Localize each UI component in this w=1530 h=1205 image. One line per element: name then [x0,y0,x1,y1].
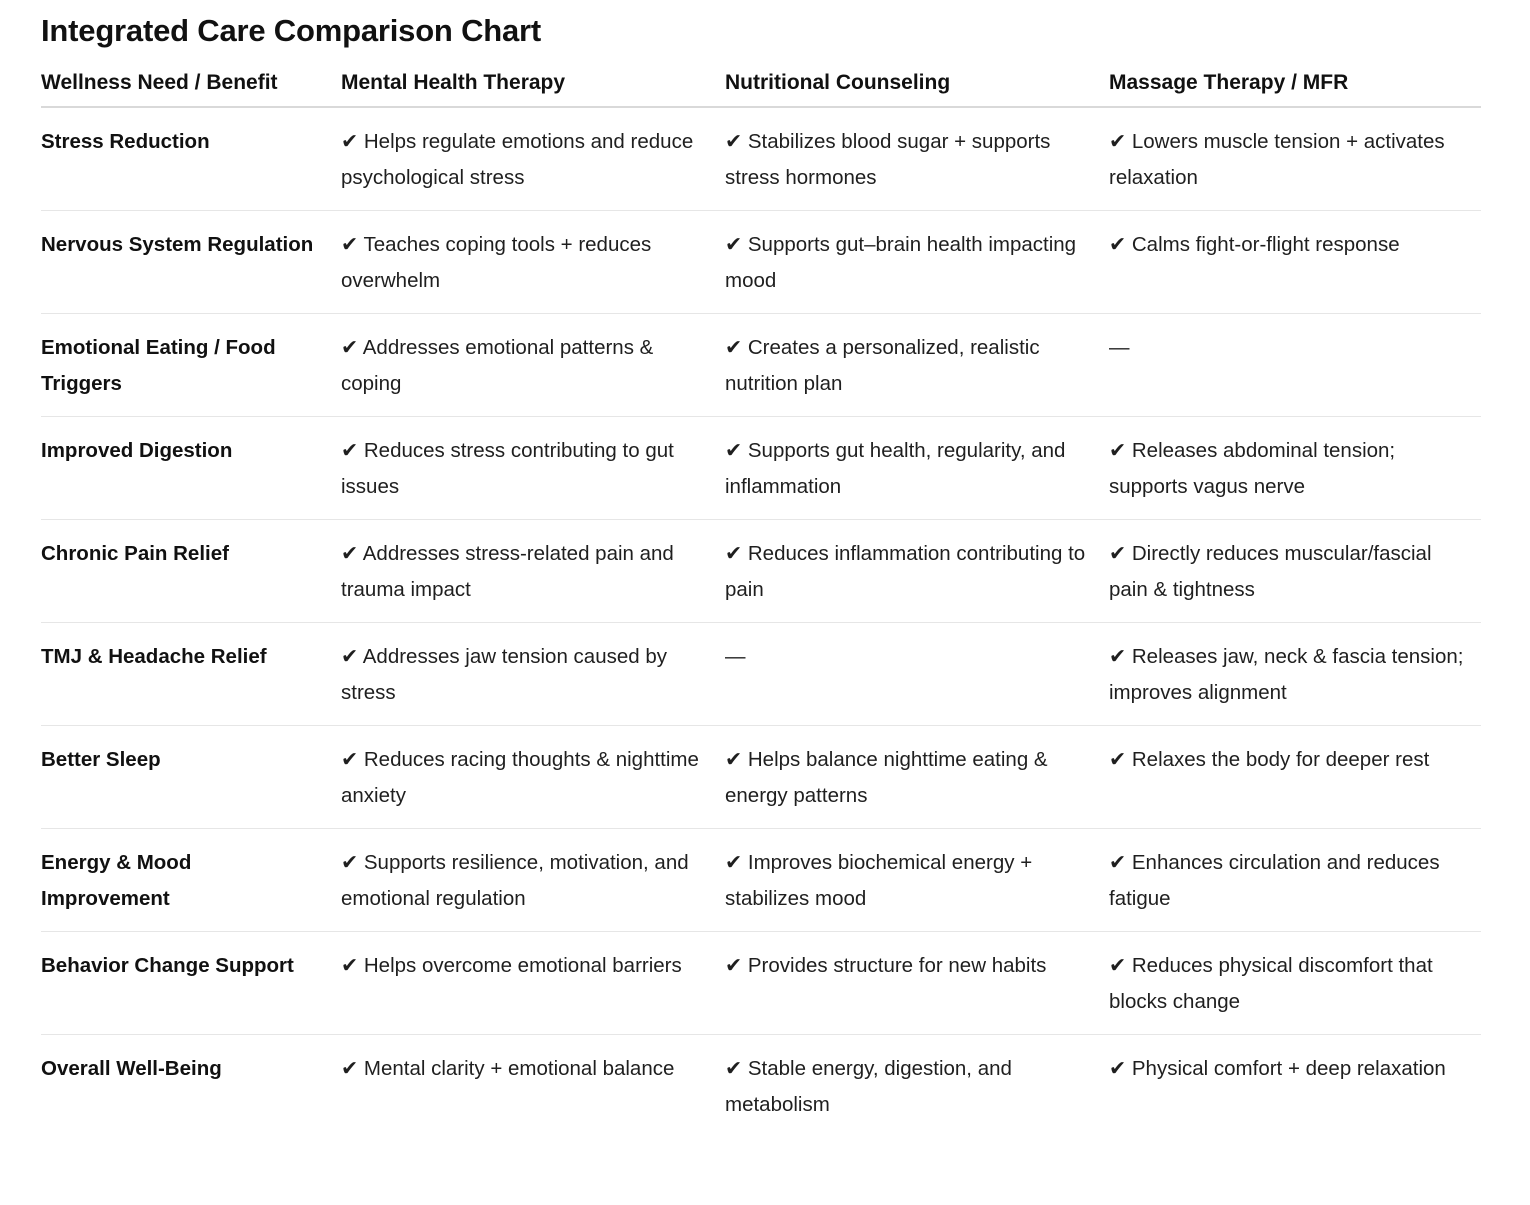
comparison-table [41,56,1481,1137]
cell-mental-health: ✔ Mental clarity + emotional balance [341,1057,675,1080]
table-row [41,932,1481,1035]
cell-nutrition: ✔ Provides structure for new habits [725,932,1109,1035]
cell-need: Nervous System Regulation [41,211,341,314]
cell-massage: ✔ Relaxes the body for deeper rest [1109,726,1481,829]
cell-need: Overall Well-Being [41,1057,222,1080]
cell-mental-health: ✔ Helps regulate emotions and reduce psychological stress [341,107,725,211]
cell-nutrition: ✔ Supports gut–brain health impacting mood [725,211,1109,314]
page-title: Integrated Care Comparison Chart [41,13,542,48]
cell-nutrition: ✔ Improves biochemical energy + stabilizes mood [725,829,1109,932]
cell-nutrition: ✔ Stable energy, digestion, and metabolism [725,1057,1012,1116]
cell-need: Improved Digestion [41,417,341,520]
column-header-massage: Massage Therapy / MFR [1109,56,1481,107]
column-header-mental-health: Mental Health Therapy [341,56,725,107]
cell-need: Chronic Pain Relief [41,520,341,623]
column-header-nutrition: Nutritional Counseling [725,56,1109,107]
table-row [41,726,1481,829]
table-row [41,107,1481,211]
cell-mental-health: ✔ Addresses jaw tension caused by stress [341,623,725,726]
cell-nutrition: — [725,623,1109,726]
cell-need: TMJ & Headache Relief [41,623,341,726]
table-row [41,417,1481,520]
cell-need: Behavior Change Support [41,932,341,1035]
cell-massage: ✔ Physical comfort + deep relaxation [1109,1057,1446,1080]
cell-mental-health: ✔ Reduces racing thoughts & nighttime anxiety [341,726,725,829]
cell-mental-health: ✔ Teaches coping tools + reduces overwhelm [341,211,725,314]
table-row [41,1035,1481,1138]
table-row [41,623,1481,726]
cell-nutrition: ✔ Stabilizes blood sugar + supports stress hormones [725,107,1109,211]
cell-nutrition: ✔ Helps balance nighttime eating & energy patterns [725,726,1109,829]
cell-mental-health: ✔ Addresses emotional patterns & coping [341,314,725,417]
cell-massage: ✔ Releases abdominal tension; supports vagus nerve [1109,417,1481,520]
table-row [41,829,1481,932]
cell-need: Stress Reduction [41,107,341,211]
cell-need: Emotional Eating / Food Triggers [41,314,341,417]
column-header-need: Wellness Need / Benefit [41,56,341,107]
table-header-row [41,56,1481,107]
cell-need: Better Sleep [41,726,341,829]
cell-massage: ✔ Enhances circulation and reduces fatigue [1109,829,1481,932]
cell-nutrition: ✔ Supports gut health, regularity, and inflammation [725,417,1109,520]
cell-massage: — [1109,314,1481,417]
cell-nutrition: ✔ Reduces inflammation contributing to pain [725,520,1109,623]
cell-massage: ✔ Calms fight-or-flight response [1109,211,1481,314]
cell-mental-health: ✔ Helps overcome emotional barriers [341,932,725,1035]
cell-mental-health: ✔ Supports resilience, motivation, and emotional regulation [341,829,725,932]
cell-nutrition: ✔ Creates a personalized, realistic nutrition plan [725,314,1109,417]
table-row [41,314,1481,417]
cell-massage: ✔ Reduces physical discomfort that blocks change [1109,932,1481,1035]
cell-massage: ✔ Releases jaw, neck & fascia tension; improves alignment [1109,623,1481,726]
cell-massage: ✔ Lowers muscle tension + activates relaxation [1109,107,1481,211]
cell-massage: ✔ Directly reduces muscular/fascial pain & tightness [1109,520,1481,623]
table-row [41,211,1481,314]
cell-need: Energy & Mood Improvement [41,829,341,932]
cell-mental-health: ✔ Reduces stress contributing to gut issues [341,417,725,520]
table-row [41,520,1481,623]
cell-mental-health: ✔ Addresses stress-related pain and trauma impact [341,520,725,623]
